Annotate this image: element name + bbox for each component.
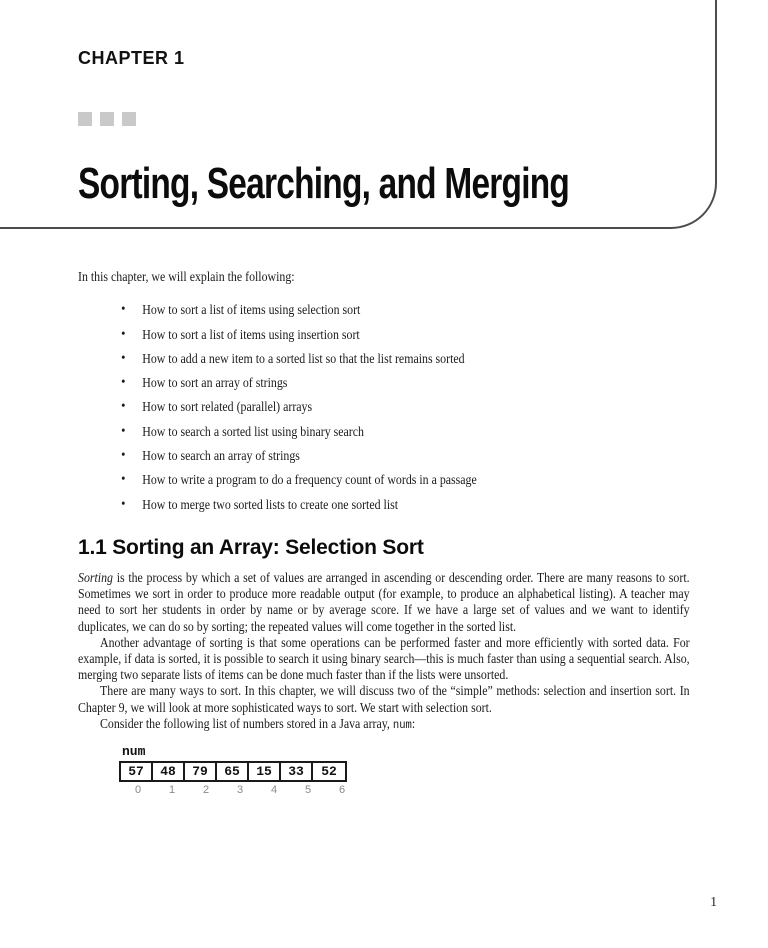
paragraph: Sorting is the process by which a set of values are arranged in ascending or descending order. There are many reasons to sort. Sometimes we sort in order to produce more readable output (for example, to produce an alphabetical listing). A teacher may need to sort her students in order by name or by average score. If we have a large set of values and we want to identify duplicates, we can do so by sorting; the repeated values will come together in the sorted list. (78, 570, 690, 634)
list-item (78, 497, 690, 513)
bullet-text: How to sort a list of items using selection sort (142, 302, 361, 318)
italic-term: Sorting (78, 570, 113, 585)
array-cells (119, 761, 347, 782)
array-index: 4 (270, 784, 278, 796)
array-index: 3 (236, 784, 244, 796)
square-icon (78, 112, 92, 126)
bullet-text: How to sort a list of items using insertion sort (142, 326, 360, 342)
list-item (78, 327, 690, 343)
array-index: 1 (168, 784, 176, 796)
bullet-text: How to search an array of strings (142, 447, 300, 463)
list-item (78, 375, 690, 391)
bullet-text: How to write a program to do a frequency count of words in a passage (142, 472, 477, 488)
array-indices (121, 784, 359, 796)
page-title: Sorting, Searching, and Merging (78, 159, 570, 208)
square-icon (100, 112, 114, 126)
array-cell: 79 (185, 763, 217, 780)
bullet-icon: • (121, 399, 126, 415)
array-cell: 57 (121, 763, 153, 780)
bullet-text: How to merge two sorted lists to create one sorted list (142, 496, 399, 512)
chapter-goals-list (78, 302, 690, 513)
array-index: 5 (304, 784, 312, 796)
bullet-text: How to sort related (parallel) arrays (142, 399, 313, 415)
paragraph: Consider the following list of numbers stored in a Java array, num: (100, 715, 416, 732)
inline-code: num (392, 717, 412, 732)
array-index: 2 (202, 784, 210, 796)
bullet-text: How to sort an array of strings (142, 375, 288, 391)
array-cell: 65 (217, 763, 249, 780)
list-item (78, 302, 690, 318)
bullet-icon: • (121, 472, 126, 488)
chapter-label: CHAPTER 1 (78, 48, 185, 68)
square-icon (122, 112, 136, 126)
bullet-icon: • (121, 326, 126, 342)
list-item (78, 351, 690, 367)
array-cell: 33 (281, 763, 313, 780)
bullet-icon: • (121, 302, 126, 318)
list-item (78, 448, 690, 464)
section-heading: 1.1 Sorting an Array: Selection Sort (78, 536, 424, 559)
bullet-icon: • (121, 447, 126, 463)
array-cell: 52 (321, 764, 337, 779)
bullet-text: How to search a sorted list using binary search (142, 423, 364, 439)
array-index: 0 (134, 784, 142, 796)
list-item (78, 399, 690, 415)
bullet-text: How to add a new item to a sorted list so that the list remains sorted (142, 350, 465, 366)
paragraph: There are many ways to sort. In this chapter, we will discuss two of the “simple” methods: selection and insertion sort. In Chapter 9, we will look at more sophisticated ways to sort. We start with selection sort. (78, 683, 690, 715)
array-cell: 15 (249, 763, 281, 780)
decorative-squares (78, 112, 136, 126)
intro-section (78, 269, 690, 521)
list-item (78, 424, 690, 440)
array-name-label: num (122, 744, 146, 759)
section-body (78, 570, 690, 733)
page-number: 1 (710, 894, 717, 909)
bullet-icon: • (121, 350, 126, 366)
array-diagram (119, 744, 359, 796)
array-cell: 48 (153, 763, 185, 780)
intro-lead: In this chapter, we will explain the following: (78, 269, 295, 284)
list-item (78, 472, 690, 488)
bullet-icon: • (121, 375, 126, 391)
bullet-icon: • (121, 496, 126, 512)
bullet-icon: • (121, 423, 126, 439)
paragraph: Another advantage of sorting is that some operations can be performed faster and more efficiently with sorted data. For example, if data is sorted, it is possible to search it using binary search—this is much faster than using a sequential search. Also, merging two separate lists of items can be done much faster than if the lists were unsorted. (78, 634, 690, 683)
array-index: 6 (338, 784, 346, 796)
